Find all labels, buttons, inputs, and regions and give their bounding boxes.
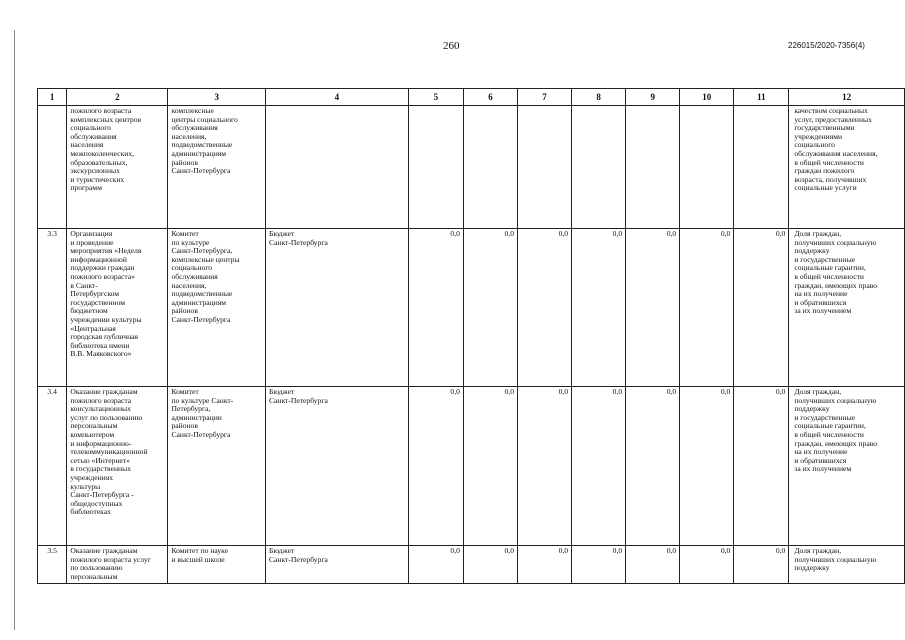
value-col7 [518,106,572,229]
value-col9: 0,0 [626,546,680,584]
column-header: 5 [408,89,463,106]
value-col5: 0,0 [408,387,463,546]
value-col6: 0,0 [463,546,517,584]
value-col10: 0,0 [680,387,734,546]
value-col10 [680,106,734,229]
indicator: Доля граждан, получивших социальную поддержку и государственные социальные гарантии, в общей численности граждан, имеющих право на их получение и обратившихся за их получением [789,229,905,387]
value-col7: 0,0 [518,229,572,387]
value-col6: 0,0 [463,229,517,387]
funding-source [265,106,408,229]
executor: Комитет по культуре Санкт-Петербурга, комплексные центры социального обслуживания населения, подведомственные администрациям районов Санкт-Петербурга [168,229,265,387]
value-col8 [572,106,626,229]
value-col7: 0,0 [518,546,572,584]
scan-edge-line [14,30,15,630]
page-number: 260 [443,40,460,52]
row-number: 3.5 [38,546,67,584]
column-header: 12 [789,89,905,106]
value-col6: 0,0 [463,387,517,546]
column-header: 3 [168,89,265,106]
row-number: 3.4 [38,387,67,546]
value-col7: 0,0 [518,387,572,546]
column-header: 6 [463,89,517,106]
value-col8: 0,0 [572,387,626,546]
funding-source: Бюджет Санкт-Петербурга [265,546,408,584]
activity-name: Оказание гражданам пожилого возраста консультационных услуг по пользованию персональным компьютером и информационно- телекоммуникационной сетью «Интернет» в государственных учреждениях культуры Санкт-Петербурга - общедоступных библиотеках [67,387,168,546]
table-row [38,229,905,387]
column-header: 1 [38,89,67,106]
value-col11: 0,0 [734,387,789,546]
value-col5: 0,0 [408,229,463,387]
document-code: 226015/2020-7356(4) [788,41,865,50]
value-col10: 0,0 [680,546,734,584]
value-col5: 0,0 [408,546,463,584]
value-col10: 0,0 [680,229,734,387]
funding-source: Бюджет Санкт-Петербурга [265,229,408,387]
value-col9: 0,0 [626,387,680,546]
executor: комплексные центры социального обслуживания населения, подведомственные администрациям районов Санкт-Петербурга [168,106,265,229]
column-header: 9 [626,89,680,106]
value-col8: 0,0 [572,229,626,387]
table-row [38,106,905,229]
value-col11 [734,106,789,229]
table-row [38,387,905,546]
column-header: 11 [734,89,789,106]
activity-name: пожилого возраста комплексных центров социального обслуживания населения межпоколенческих, образовательных, экскурсионных и туристических программ [67,106,168,229]
column-header: 10 [680,89,734,106]
executor: Комитет по науке и высшей школе [168,546,265,584]
activity-name: Оказание гражданам пожилого возраста услуг по пользованию персональным [67,546,168,584]
column-header: 4 [265,89,408,106]
value-col11: 0,0 [734,229,789,387]
row-number [38,106,67,229]
row-number: 3.3 [38,229,67,387]
funding-source: Бюджет Санкт-Петербурга [265,387,408,546]
indicator: Доля граждан, получивших социальную поддержку и государственные социальные гарантии, в общей численности граждан, имеющих право на их получение и обратившихся за их получением [789,387,905,546]
value-col9 [626,106,680,229]
value-col11: 0,0 [734,546,789,584]
table-row [38,546,905,584]
activity-name: Организация и проведение мероприятия «Неделя информационной поддержки граждан пожилого возраста» в Санкт- Петербургском государственном бюджетном учреждении культуры «Центральная городская публичная библиотека имени В.В. Маяковского» [67,229,168,387]
value-col6 [463,106,517,229]
program-table [37,88,905,584]
value-col9: 0,0 [626,229,680,387]
column-header: 7 [518,89,572,106]
indicator: Доля граждан, получивших социальную поддержку [789,546,905,584]
executor: Комитет по культуре Санкт- Петербурга, администрации районов Санкт-Петербурга [168,387,265,546]
value-col8: 0,0 [572,546,626,584]
column-header: 2 [67,89,168,106]
table-header-row [38,89,905,106]
indicator: качеством социальных услуг, предоставленных государственными учреждениями социального обслуживания населения, в общей численности граждан пожилого возраста, получивших социальные услуги [789,106,905,229]
value-col5 [408,106,463,229]
column-header: 8 [572,89,626,106]
